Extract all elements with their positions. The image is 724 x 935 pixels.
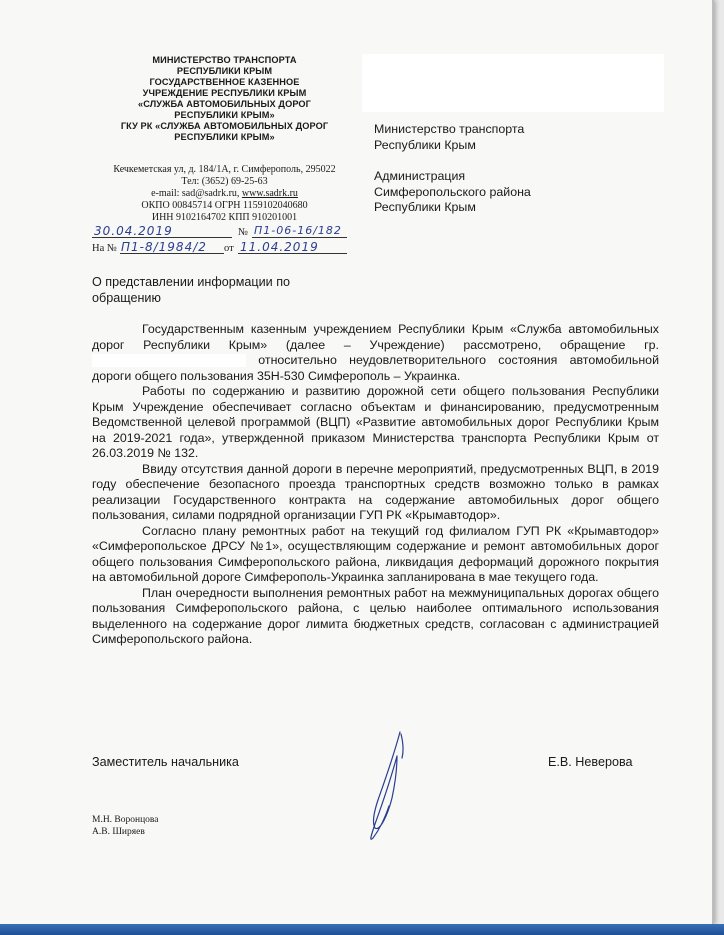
reply-label: На №	[92, 243, 117, 254]
redacted-name	[92, 354, 246, 367]
incoming-registration	[92, 241, 352, 257]
subject-line: О представлении информации по	[92, 275, 291, 289]
recipient-line: Республики Крым	[374, 200, 476, 214]
reply-date: 11.04.2019	[240, 240, 319, 254]
signatory-name: Е.В. Неверова	[548, 755, 633, 769]
executor-line: М.Н. Воронцова	[92, 815, 159, 825]
org-line: УЧРЕЖДЕНИЕ РЕСПУБЛИКИ КРЫМ	[142, 88, 307, 98]
email-line	[92, 188, 357, 200]
letter-body	[92, 322, 659, 648]
organization-contacts	[92, 164, 357, 224]
recipient-line: Администрация	[374, 169, 466, 183]
org-line: ГКУ РК «СЛУЖБА АВТОМОБИЛЬНЫХ ДОРОГ	[120, 121, 329, 131]
org-line: «СЛУЖБА АВТОМОБИЛЬНЫХ ДОРОГ	[138, 99, 311, 109]
org-line: ГОСУДАРСТВЕННОЕ КАЗЕННОЕ	[149, 77, 300, 87]
executors	[92, 815, 159, 838]
inn-kpp: ИНН 9102164702 КПП 910201001	[151, 212, 298, 223]
org-line: РЕСПУБЛИКИ КРЫМ»	[174, 110, 275, 120]
paragraph: План очередности выполнения ремонтных работ на межмуниципальных дорогах общего пользования Симферопольского района, с целью наиболее оптимального использования выделенного на содержание дорог лимита бюджетных средств, согласован с администрацией Симферопольского района.	[92, 585, 659, 646]
reply-number: П1-8/1984/2	[121, 240, 207, 254]
redaction-block	[362, 54, 664, 112]
taskbar-strip	[0, 924, 724, 935]
okpo-ogrn: ОКПО 00845714 ОГРН 1159102040680	[141, 200, 308, 211]
number-label: №	[238, 227, 249, 238]
org-line: МИНИСТЕРСТВО ТРАНСПОРТА	[152, 55, 297, 65]
from-label: от	[224, 243, 234, 254]
subject-line: обращению	[92, 291, 161, 305]
recipient-line: Министерство транспорта	[374, 122, 525, 136]
paragraph: Согласно плану ремонтных работ на текущий год филиалом ГУП РК «Крымавтодор» «Симферопольское ДРСУ №1», осуществляющим содержание и ремонт автомобильных дорог общего пользования Симферопольского района, ликвидация деформаций дорожного покрытия на автомобильной дороге Симферополь-Украинка запланирована в мае текущего года.	[92, 523, 659, 584]
handwritten-signature	[345, 728, 425, 848]
outgoing-number: П1-06-16/182	[254, 224, 342, 237]
organization-header	[92, 55, 357, 143]
subject	[92, 274, 352, 306]
email: e-mail: sad@sadrk.ru,	[151, 188, 242, 199]
outgoing-date: 30.04.2019	[94, 224, 173, 238]
website-link[interactable]: www.sadrk.ru	[241, 188, 298, 199]
paragraph: Ввиду отсутствия данной дороги в перечне мероприятий, предусмотренных ВЦП, в 2019 году обеспечение безопасного проезда транспортных средств возможно только в рамках реализации Государственного контракта на содержание автомобильных дорог общего пользования, силами подрядной организации ГУП РК «Крымавтодор».	[92, 461, 659, 522]
paragraph: Работы по содержанию и развитию дорожной сети общего пользования Республики Крым Учреждение обеспечивает согласно объектам и финансированию, предусмотренным Ведомственной целевой программой (ВЦП) «Развитие автомобильных дорог Республики Крым на 2019-2021 года», утвержденной приказом Министерства транспорта Республики Крым от 26.03.2019 № 132.	[92, 384, 659, 460]
org-line: РЕСПУБЛИКИ КРЫМ	[176, 66, 273, 76]
phone: Тел: (3652) 69-25-63	[181, 176, 268, 187]
paragraph: Государственным казенным учреждением Республики Крым «Служба автомобильных дорог Республики Крым» (далее – Учреждение) рассмотрено, обращение гр. относительно неудовлетворительного состояния автомобильной дороги общего пользования 35Н-530 Симферополь – Украинка.	[92, 322, 659, 383]
address: Кечкеметская ул, д. 184/1А, г. Симферополь, 295022	[113, 164, 336, 175]
org-line: РЕСПУБЛИКИ КРЫМ»	[174, 132, 275, 142]
executor-line: А.В. Ширяев	[92, 826, 145, 837]
recipient-line: Республики Крым	[374, 137, 476, 152]
signatory-title: Заместитель начальника	[92, 755, 239, 769]
recipient-line: Симферопольского района	[374, 184, 531, 199]
recipient-block	[374, 122, 674, 216]
